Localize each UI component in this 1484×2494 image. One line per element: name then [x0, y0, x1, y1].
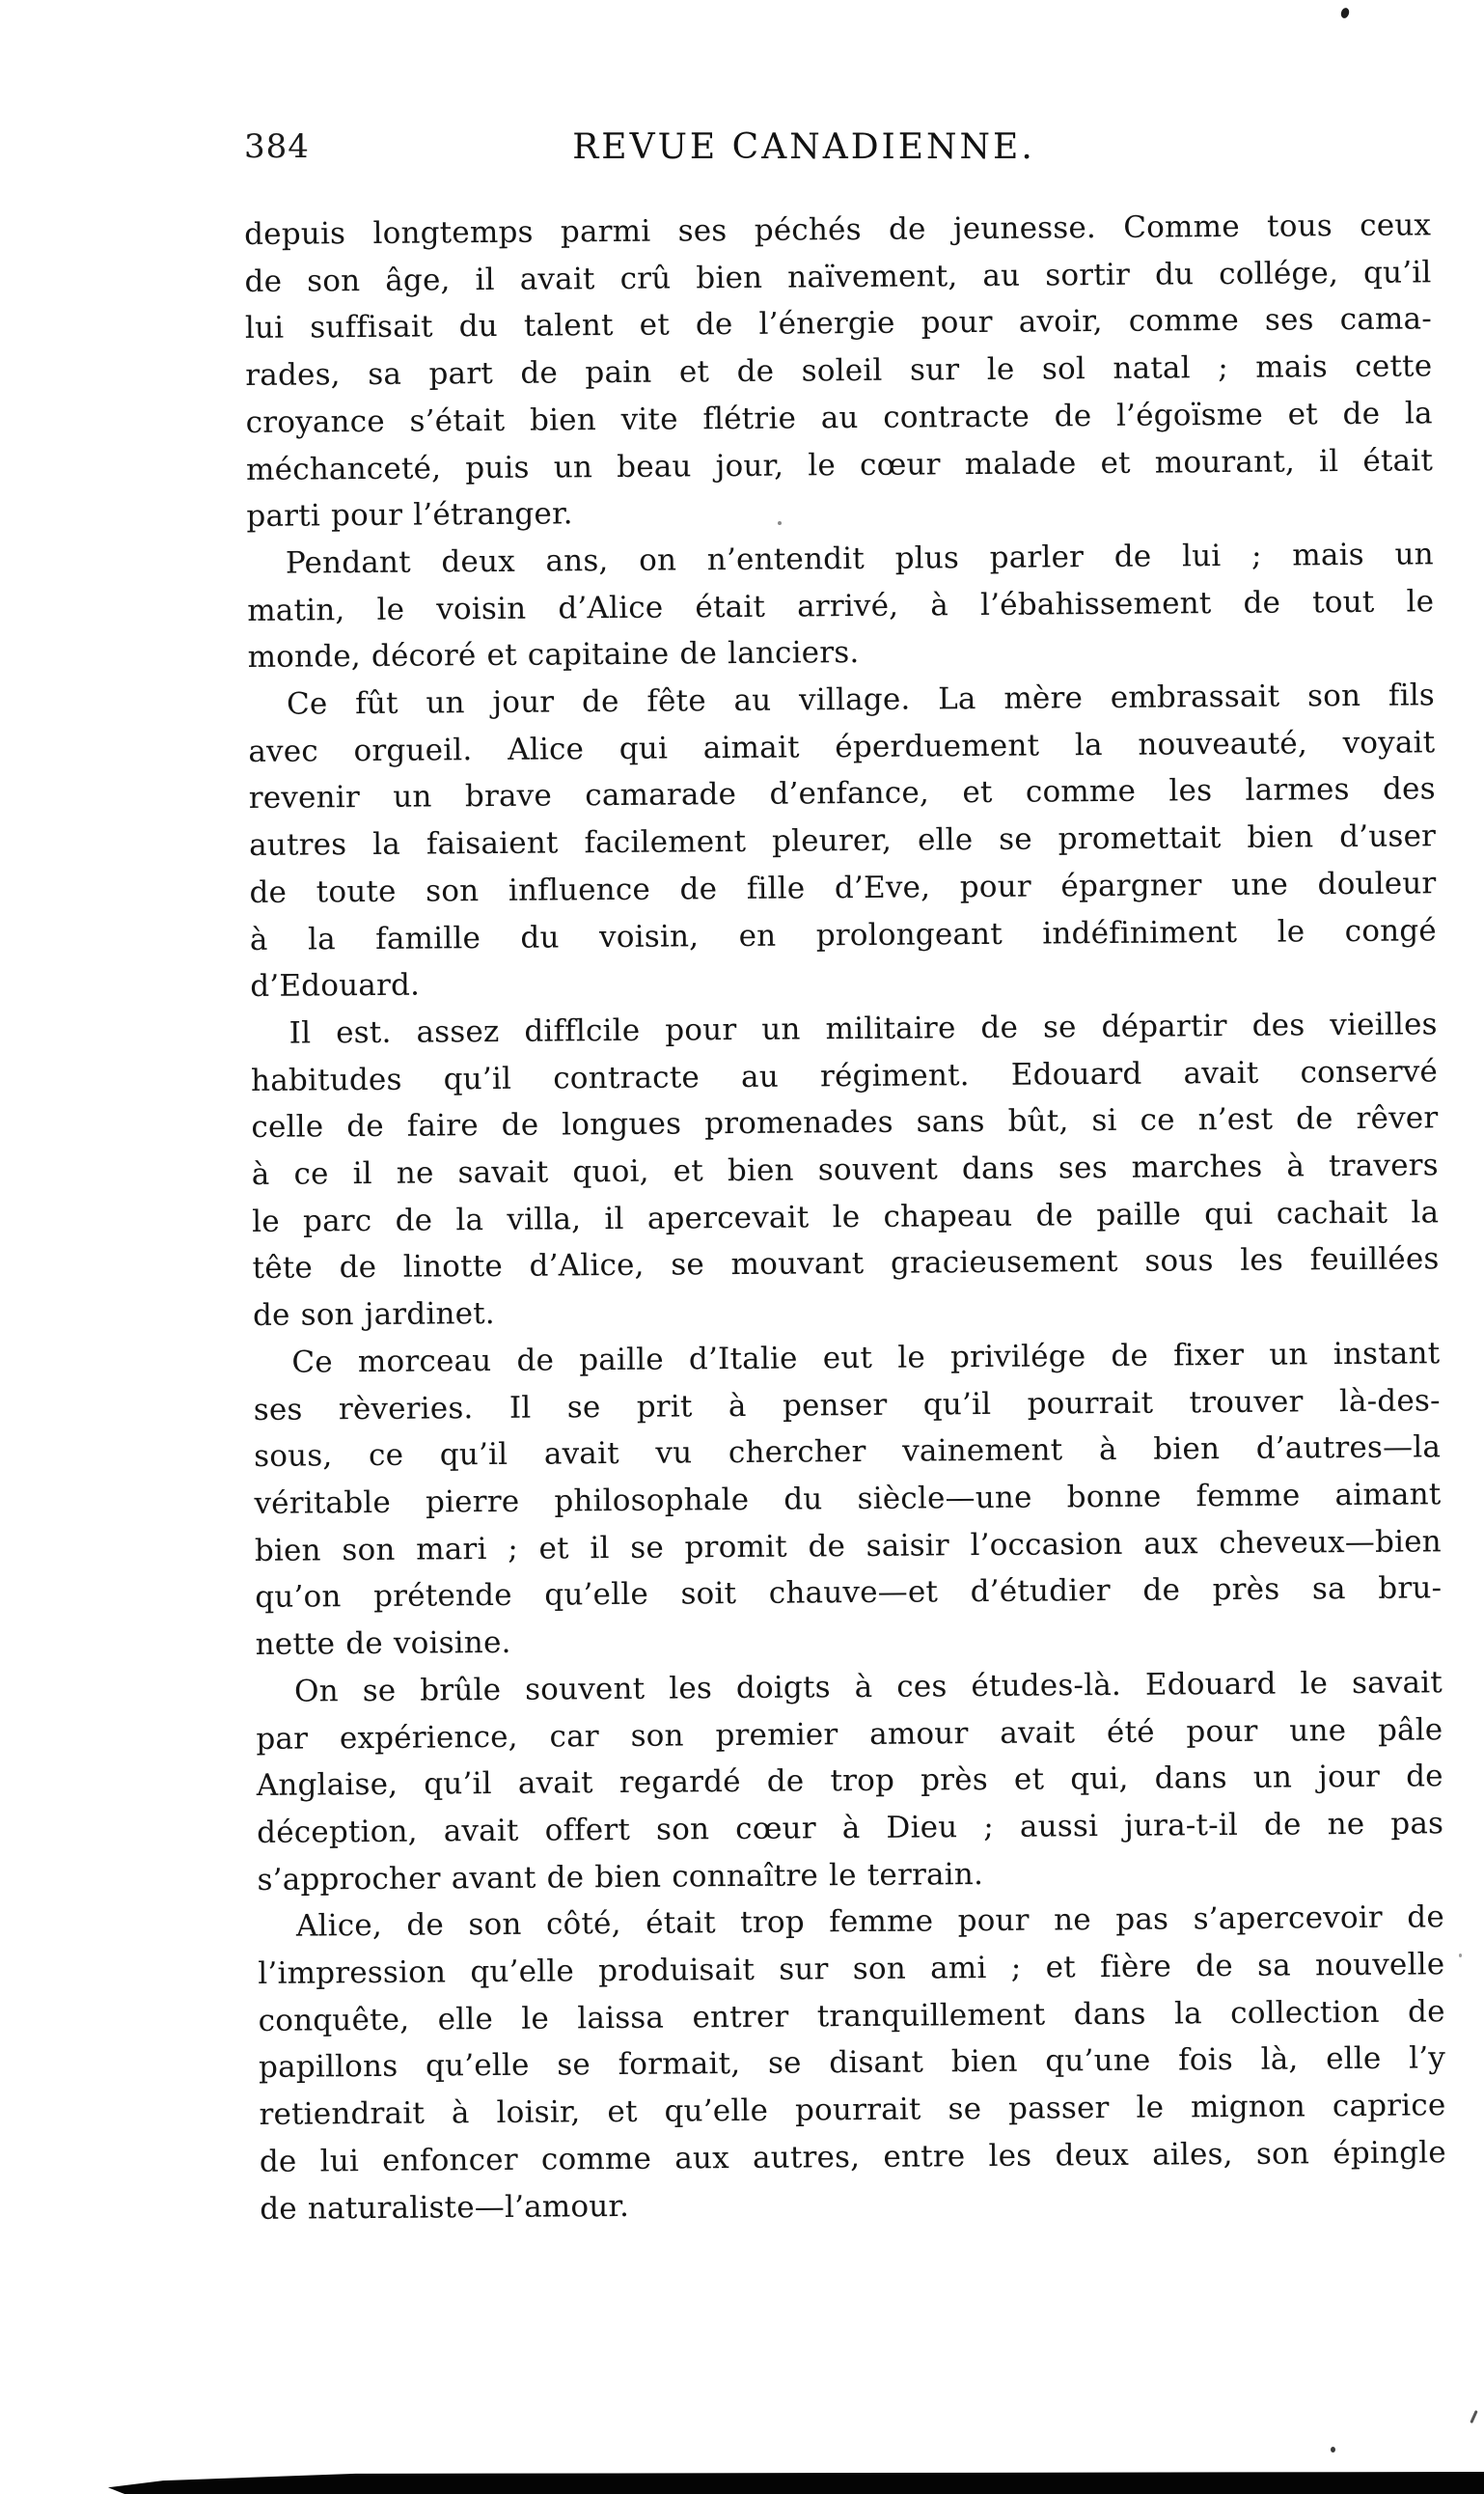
paragraph	[248, 672, 1438, 1011]
text-line: méchanceté, puis un beau jour, le cœur malade et mourant, il était	[245, 442, 1434, 487]
text-line: d’Edouard.	[250, 967, 421, 1005]
text-line: Anglaise, qu’il avait regardé de trop près et qui, dans un jour de	[256, 1759, 1443, 1804]
text-line: bien son mari ; et il se promit de saisir l’occasion aux cheveux—bien	[254, 1523, 1443, 1568]
text-line: matin, le voisin d’Alice était arrivé, à l’ébahissement de tout le	[247, 583, 1435, 628]
scan-artifact-bar	[108, 2471, 1484, 2494]
page-header	[244, 127, 1431, 176]
text-line: à la famille du voisin, en prolongeant indéfiniment le congé	[249, 912, 1438, 957]
text-line: de son jardinet.	[252, 1296, 496, 1334]
text-line: avec orgueil. Alice qui aimait éperduement la nouveauté, voyait	[248, 725, 1436, 769]
text-line: qu’on prétende qu’elle soit chauve—et d’étudier de près sa bru-	[255, 1570, 1443, 1616]
text-line: de son âge, il avait crû bien naïvement, au sortir du collége, qu’il	[244, 255, 1432, 299]
page-number: 384	[244, 127, 310, 166]
paragraph	[247, 531, 1435, 681]
text-line: monde, décoré et capitaine de lanciers.	[247, 635, 860, 676]
paragraph	[258, 1895, 1447, 2233]
text-line: s’approcher avant de bien connaître le terrain.	[257, 1856, 984, 1898]
text-line: depuis longtemps parmi ses péchés de jeunesse. Comme tous ceux	[244, 208, 1432, 252]
text-line: de toute son influence de fille d’Eve, pour épargner une douleur	[249, 866, 1437, 910]
text-line: ses rèveries. Il se prit à penser qu’il pourrait trouver là-des-	[253, 1382, 1441, 1427]
text-line: celle de faire de longues promenades sans bût, si ce n’est de rêver	[251, 1100, 1439, 1146]
scan-speck	[1470, 2410, 1477, 2424]
scan-speck	[1331, 2447, 1335, 2452]
text-line: Ce morceau de paille d’Italie eut le privilége de fixer un instant	[291, 1336, 1441, 1380]
text-line: véritable pierre philosophale du siècle—une bonne femme aimant	[254, 1477, 1442, 1521]
text-line: déception, avait offert son cœur à Dieu ; aussi jura-t-il de ne pas	[257, 1806, 1444, 1850]
text-line: l’impression qu’elle produisait sur son ami ; et fière de sa nouvelle	[258, 1947, 1445, 1991]
text-line: sous, ce qu’il avait vu chercher vainement à bien d’autres—la	[253, 1429, 1442, 1475]
paragraph	[256, 1659, 1444, 1903]
text-line: le parc de la villa, il apercevait le chapeau de paille qui cachait la	[252, 1195, 1440, 1239]
text-line: nette de voisine.	[255, 1624, 511, 1663]
text-line: conquête, elle le laissa entrer tranquillement dans la collection de	[258, 1994, 1445, 2038]
text-line: revenir un brave camarade d’enfance, et comme les larmes des	[248, 771, 1436, 817]
text-line: Il est. assez difflcile pour un militaire de se départir des vieilles	[289, 1007, 1438, 1051]
paragraph	[251, 1001, 1441, 1340]
text-line: de naturaliste—l’amour.	[260, 2188, 630, 2227]
text-line: Pendant deux ans, on n’entendit plus parler de lui ; mais un	[285, 537, 1434, 581]
page-title: REVUE CANADIENNE.	[572, 127, 1035, 167]
text-line: Ce fût un jour de fête au village. La mère embrassait son fils	[286, 678, 1436, 722]
text-line: par expérience, car son premier amour avait été pour une pâle	[256, 1711, 1443, 1757]
text-line: retiendrait à loisir, et qu’elle pourrait se passer le mignon caprice	[259, 2088, 1446, 2133]
scan-speck	[778, 521, 782, 525]
text-line: On se brûle souvent les doigts à ces études-là. Edouard le savait	[293, 1665, 1443, 1709]
text-line: tête de linotte d’Alice, se mouvant gracieusement sous les feuillées	[252, 1241, 1440, 1287]
text-line: habitudes qu’il contracte au régiment. Edouard avait conservé	[250, 1053, 1439, 1098]
text-line: parti pour l’étranger.	[246, 496, 573, 535]
text-line: autres la faisaient facilement pleurer, elle se promettait bien d’user	[249, 818, 1437, 864]
text-line: de lui enfoncer comme aux autres, entre les deux ailes, son épingle	[259, 2135, 1446, 2179]
text-line: papillons qu’elle se formait, se disant bien qu’une fois là, elle l’y	[258, 2040, 1446, 2086]
text-line: rades, sa part de pain et de soleil sur le sol natal ; mais cette	[245, 348, 1433, 394]
scan-speck	[1459, 1954, 1462, 1957]
paragraph	[244, 202, 1434, 540]
page-text	[244, 202, 1446, 2232]
text-line: lui suffisait du talent et de l’énergie pour avoir, comme ses cama-	[244, 301, 1433, 346]
text-line: croyance s’était bien vite flétrie au contracte de l’égoïsme et de la	[245, 396, 1433, 440]
text-line: à ce il ne savait quoi, et bien souvent dans ses marches à travers	[251, 1148, 1439, 1193]
paragraph	[253, 1330, 1443, 1669]
scan-speck	[1339, 7, 1350, 19]
text-line: Alice, de son côté, était trop femme pour ne pas s’apercevoir de	[295, 1899, 1445, 1944]
